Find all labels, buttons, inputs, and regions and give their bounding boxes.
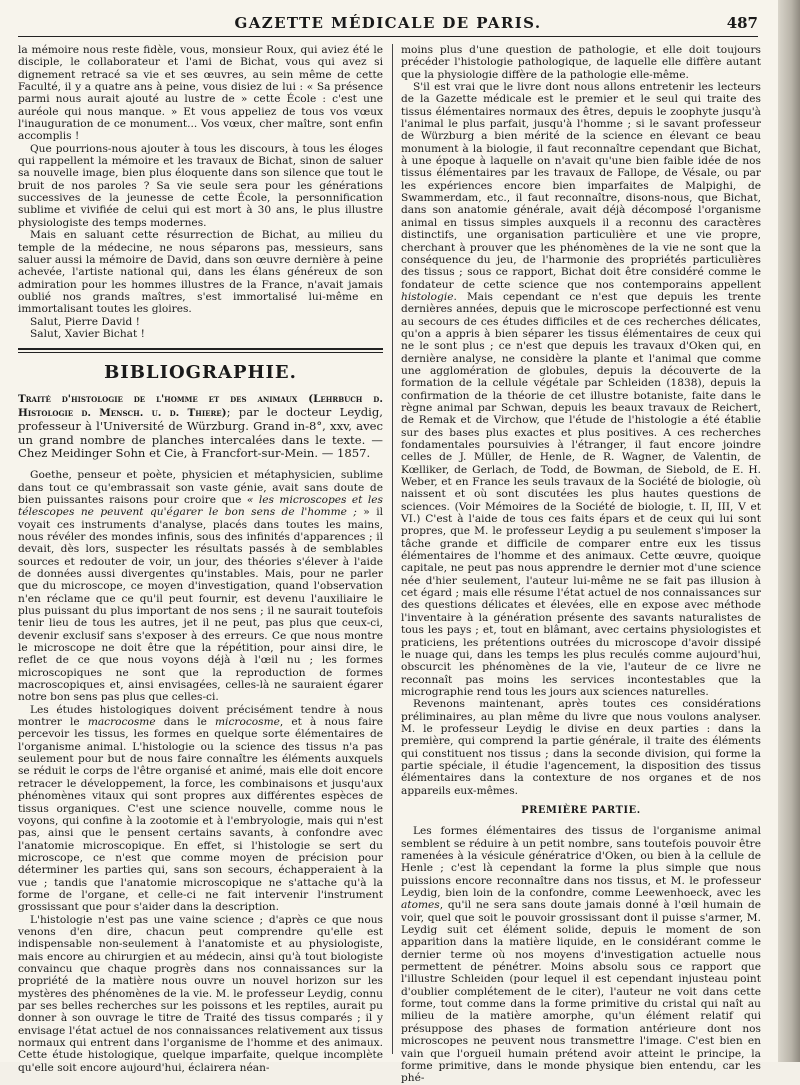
binding-edge: [778, 0, 800, 1062]
paragraph: Goethe, penseur et poète, physicien et métaphysicien, sublime dans tout ce qu'embrassait son vaste génie, avait sans doute de bien puissantes raisons pour croire que « les microscopes et les télescopes ne peuvent qu'égarer le bon sens de l'homme ; » il voyait ces instruments d'analyse, placés dans toutes les mains, nous révéler des mondes infinis, sous des infinités d'apparences ; il devait, dès lors, suspecter les résultats passés à de semblables sources et redouter de voir, un jour, des théories s'élever à l'aide de données aussi divergentes qu'instables. Mais, pour ne parler que du microscope, ce moyen d'investigation, quand l'observation n'en réclame que ce qu'il peut fournir, est devenu l'auxiliaire le plus puissant du plus important de nos sens ; il ne saurait toutefois tenir lieu de tous les autres, jet il ne peut, pas plus que ceux-ci, devenir exclusif sans s'exposer à des erreurs. Ce que nous montre le microscope ne doit être que la répétition, pour ainsi dire, le reflet de ce que nous voyons déjà à l'œil nu ; les formes microscopiques ne sont que la reproduction de formes macroscopiques et, ainsi envisagées, celles-là ne sauraient égarer notre bon sens pas plus que celles-ci.: [18, 469, 383, 704]
page-header: [18, 12, 758, 37]
salutation: Salut, Pierre David !: [30, 315, 140, 328]
paragraph: Revenons maintenant, après toutes ces considérations préliminaires, au plan même du livre que nous voulons analyser. M. le professeur Leydig le divise en deux parties : dans la première, qui comprend la partie générale, il traite des éléments qui constituent nos tissus ; dans la seconde division, qui forme la partie spéciale, il étudie l'agencement, la disposition des tissus élémentaires dans la contexture de nos organes et de nos appareils eux-mêmes.: [401, 698, 761, 797]
book-entry: [18, 393, 383, 461]
paragraph: L'histologie n'est pas une vaine science ; d'après ce que nous venons d'en dire, chacun peut comprendre qu'elle est indispensable non-seulement à l'anatomiste et au physiologiste, mais encore au chirurgien et au médecin, ainsi qu'à tout biologiste convaincu que chaque progrès dans nos connaissances sur la propriété de la matière nous ouvre un nouvel horizon sur les mystères des phénomènes de la vie. M. le professeur Leydig, connu par ses belles recherches sur les poissons et les reptiles, aurait pu donner à son ouvrage le titre de Traité des tissus comparés ; il y envisage l'état actuel de nos connaissances relativement aux tissus normaux qui entrent dans l'organisme de l'homme et des animaux. Cette étude histologique, quelque imparfaite, quelque incomplète qu'elle soit encore aujourd'hui, éclairera néan-: [18, 913, 383, 1074]
section-rule: [18, 348, 383, 350]
paragraph: Que pourrions-nous ajouter à tous les discours, à tous les éloges qui rappellent la mémoire et les travaux de Bichat, sinon de saluer sa nouvelle image, bien plus éloquente dans son silence que tout le bruit de nos paroles ? Sa vie seule sera pour les générations successives de la jeunesse de cette École, la personnification sublime et vivifiée de celui qui est mort à 30 ans, le plus illustre physiologiste des temps modernes.: [18, 142, 383, 229]
paragraph: Mais en saluant cette résurrection de Bichat, au milieu du temple de la médecine, ne nous séparons pas, messieurs, sans saluer aussi la mémoire de David, dans son œuvre dernière à peine achevée, l'artiste national qui, dans les élans généreux de son admiration pour les hommes illustres de la France, n'avait jamais oublié nos grands maîtres, s'est immortalisé lui-même en immortalisant toutes les gloires.: [18, 229, 383, 316]
book-details: ; par le docteur Leydig, professeur à l'Université de Würzburg. Grand in-8°, xxv, avec un grand nombre de planches intercalées dans le texte. — Chez Meidinger Sohn et Cie, à Francfort-sur-Mein. — 1857.: [18, 405, 383, 461]
paragraph: S'il est vrai que le livre dont nous allons entretenir les lecteurs de la Gazette médicale est le premier et le seul qui traite des tissus élémentaires normaux des êtres, depuis le zoophyte jusqu'à l'animal le plus parfait, jusqu'à l'homme ; si le savant professeur de Würzburg a bien mérité de la science en élevant ce beau monument à la biologie, il faut reconnaître cependant que Bichat, à une époque à laquelle on n'avait qu'une bien faible idée de nos tissus élémentaires par les travaux de Fallope, de Vésale, ou par les expériences encore bien imparfaites de Malpighi, de Swammerdam, etc., il faut reconnaître, disons-nous, que Bichat, dans son anatomie générale, avait déjà décomposé l'organisme animal en tissus simples auxquels il a reconnu des caractères distinctifs, une organisation particulière et une vie propre, cherchant à prouver que les phénomènes de la vie ne sont que la conséquence du jeu, de l'harmonie des propriétés particulières des tissus ; sous ce rapport, Bichat doit être considéré comme le fondateur de cette science que nos contemporains appellent histologie. Mais cependant ce n'est que depuis les trente dernières années, depuis que le microscope perfectionné est venu au secours de ces études difficiles et de ces recherches délicates, qu'on a appris à bien séparer les tissus élémentaires de ceux qui ne le sont plus ; ce n'est que depuis les travaux d'Oken qui, en dernière analyse, ne considère la plante et l'animal que comme une agglomération de globules, depuis la découverte de la formation de la cellule végétale par Schleiden (1838), depuis la confirmation de la théorie de cet illustre botaniste, faite dans le règne animal par Schwan, depuis les beaux travaux de Reichert, de Remak et de Virchow, que l'étude de l'histologie a été établie sur des bases plus exactes et plus positives. A ces recherches fondamentales poursuivies à l'étranger, il faut encore joindre celles de J. Müller, de Henle, de R. Wagner, de Valentin, de Kœlliker, de Gerlach, de Todd, de Bowman, de Siebold, de E. H. Weber, et en France les seuls travaux de la Société de biologie, où naissent et où sont discutées les plus hautes questions de sciences. (Voir Mémoires de la Société de biologie, t. II, III, V et VI.) C'est à l'aide de tous ces faits épars et de ceux qui lui sont propres, que M. le professeur Leydig a pu seulement s'imposer la tâche grande et difficile de comparer entre eux les tissus élémentaires de l'homme et des animaux. Cette œuvre, quoique capitale, ne peut pas nous apprendre le dernier mot d'une science née d'hier seulement, l'auteur lui-même ne se fait pas illusion à cet égard ; mais elle résume l'état actuel de nos connaissances sur des questions délicates et élevées, elle en expose avec méthode l'inventaire à la génération présente des savants naturalistes de tous les pays ; et, tout en blâmant, avec certains physiologistes et praticiens, les prétentions outrées du microscope d'avoir dissipé le nuage qui, dans les temps les plus reculés comme aujourd'hui, obscurcit les phénomènes de la vie, l'auteur de ce livre ne reconnaît pas moins les services incontestables que la micrographie rend tous les jours aux sciences naturelles.: [401, 81, 761, 698]
paragraph: Les études histologiques doivent précisément tendre à nous montrer le macrocosme dans le microcosme, et à nous faire percevoir les tissus, les formes en quelque sorte élémentaires de l'organisme animal. L'histologie ou la science des tissus n'a pas seulement pour but de nous faire connaître les éléments auxquels se réduit le corps de l'être organisé et animé, mais elle doit encore retracer le développement, la force, les combinaisons et jusqu'aux phénomènes vitaux qui sont propres aux différentes espèces de tissus organiques. C'est une science nouvelle, comme nous le voyons, qui confine à la zootomie et à l'embryologie, mais qui n'est pas, ainsi que le pensent certains savants, à confondre avec l'anatomie microscopique. En effet, si l'histologie se sert du microscope, ce n'est que comme moyen de précision pour déterminer les parties qui, sans son secours, échapperaient à la vue ; tandis que l'anatomie microscopique ne s'attache qu'à la forme de l'organe, et celle-ci ne fait intervenir l'instrument grossissant que pour s'aider dans la description.: [18, 703, 384, 914]
left-column: [18, 44, 384, 1074]
quote: « les microscopes et les télescopes ne peuvent qu'égarer le bon sens de l'homme ;: [18, 493, 383, 519]
paragraph: la mémoire nous reste fidèle, vous, monsieur Roux, qui aviez été le disciple, le collaborateur et l'ami de Bichat, vous qui avez si dignement retracé sa vie et ses œuvres, au sein même de cette Faculté, il y a quatre ans à peine, vous disiez de lui : « Sa présence parmi nous aurait ajouté au lustre de » cette École : c'est une auréole qui nous manque. » Et vous appeliez de tous vos vœux l'inauguration de ce monument... Vos vœux, cher maître, sont enfin accomplis !: [18, 44, 383, 143]
right-column: [401, 44, 761, 1085]
bibliography-heading: BIBLIOGRAPHIE.: [104, 362, 297, 384]
paragraph: moins plus d'une question de pathologie, et elle doit toujours précéder l'histologie pathologique, de laquelle elle diffère autant que la physiologie diffère de la pathologie elle-même.: [401, 44, 761, 81]
paragraph: Les formes élémentaires des tissus de l'organisme animal semblent se réduire à un petit nombre, sans toutefois pouvoir être ramenées à la vésicule génératrice d'Oken, ou bien à la cellule de Henle ; c'est là cependant la forme la plus simple que nous puissions encore reconnaître dans nos tissus, et M. le professeur Leydig, bien loin de la confondre, comme Leewenhoeck, avec les atomes, qu'il ne sera sans doute jamais donné à l'œil humain de voir, quel que soit le pouvoir grossissant dont il puisse s'armer, M. Leydig suit cet élément solide, depuis le moment de son apparition dans la matière liquide, en le considérant comme le dernier terme où nos moyens d'investigation actuelle nous permettent de pénétrer. Moins absolu sous ce rapport que l'illustre Schleiden (pour lequel il est cependant injusteau point d'oublier complétement de le citer), l'auteur ne voit dans cette forme, tout comme dans la forme primitive du cristal qui naît au milieu de la matière amorphe, qu'un élément relatif qui présuppose des phases de formation antérieure dont nos microscopes ne peuvent nous transmettre l'image. C'est bien en vain que l'orgueil humain prétend avoir atteint le principe, la forme primitive, dans le monde physique bien entendu, car les phé-: [401, 825, 761, 1085]
book-title: Traité d'histologie de l'homme et des animaux (Lehrbuch d. Histologie d. Mensch. u. d. Thiere): [18, 393, 383, 420]
section-rule-thin: [18, 352, 383, 353]
section-heading: PREMIÈRE PARTIE.: [521, 804, 641, 816]
column-divider: [392, 44, 393, 1054]
journal-title: GAZETTE MÉDICALE DE PARIS.: [234, 14, 542, 32]
salutation: Salut, Xavier Bichat !: [30, 327, 145, 340]
page-number: 487: [726, 14, 758, 32]
